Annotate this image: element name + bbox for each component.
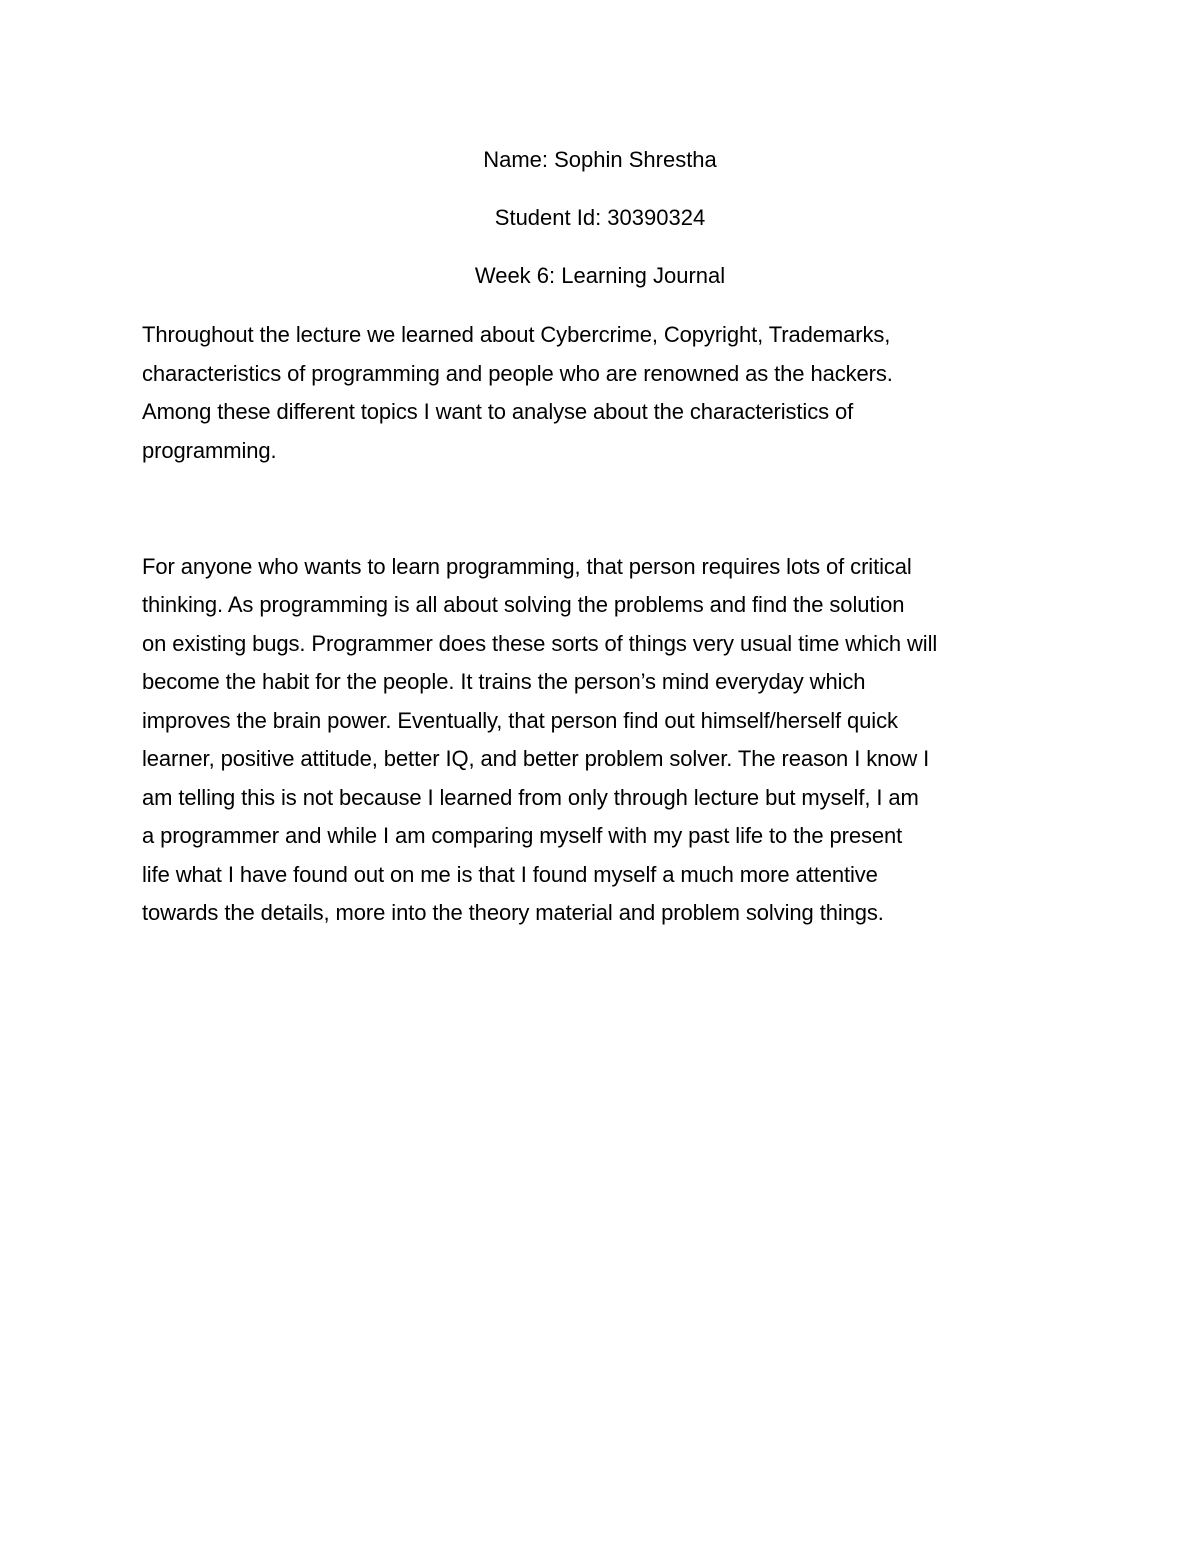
paragraph-line: For anyone who wants to learn programming, that person requires lots of critical [142, 554, 912, 579]
paragraph-line: characteristics of programming and people who are renowned as the hackers. [142, 361, 893, 386]
paragraph-line: towards the details, more into the theory material and problem solving things. [142, 900, 884, 925]
paragraph-line: a programmer and while I am comparing myself with my past life to the present [142, 823, 903, 848]
paragraph-line: on existing bugs. Programmer does these sorts of things very usual time which will [142, 631, 938, 656]
week-title: Week 6: Learning Journal [474, 263, 726, 288]
paragraph-line: Throughout the lecture we learned about Cybercrime, Copyright, Trademarks, [142, 322, 891, 347]
student-name: Name: Sophin Shrestha [483, 147, 717, 172]
paragraph-line: improves the brain power. Eventually, that person find out himself/herself quick [142, 708, 898, 733]
paragraph-line: programming. [142, 438, 277, 463]
paragraph-line: learner, positive attitude, better IQ, and better problem solver. The reason I know I [142, 746, 930, 771]
student-id: Student Id: 30390324 [494, 205, 706, 230]
paragraph-line: become the habit for the people. It trains the person’s mind everyday which [142, 669, 866, 694]
paragraph-line: am telling this is not because I learned from only through lecture but myself, I am [142, 785, 919, 810]
paragraph-line: life what I have found out on me is that I found myself a much more attentive [142, 862, 878, 887]
paragraph-line: thinking. As programming is all about solving the problems and find the solution [142, 592, 905, 617]
paragraph-line: Among these different topics I want to analyse about the characteristics of [142, 399, 854, 424]
